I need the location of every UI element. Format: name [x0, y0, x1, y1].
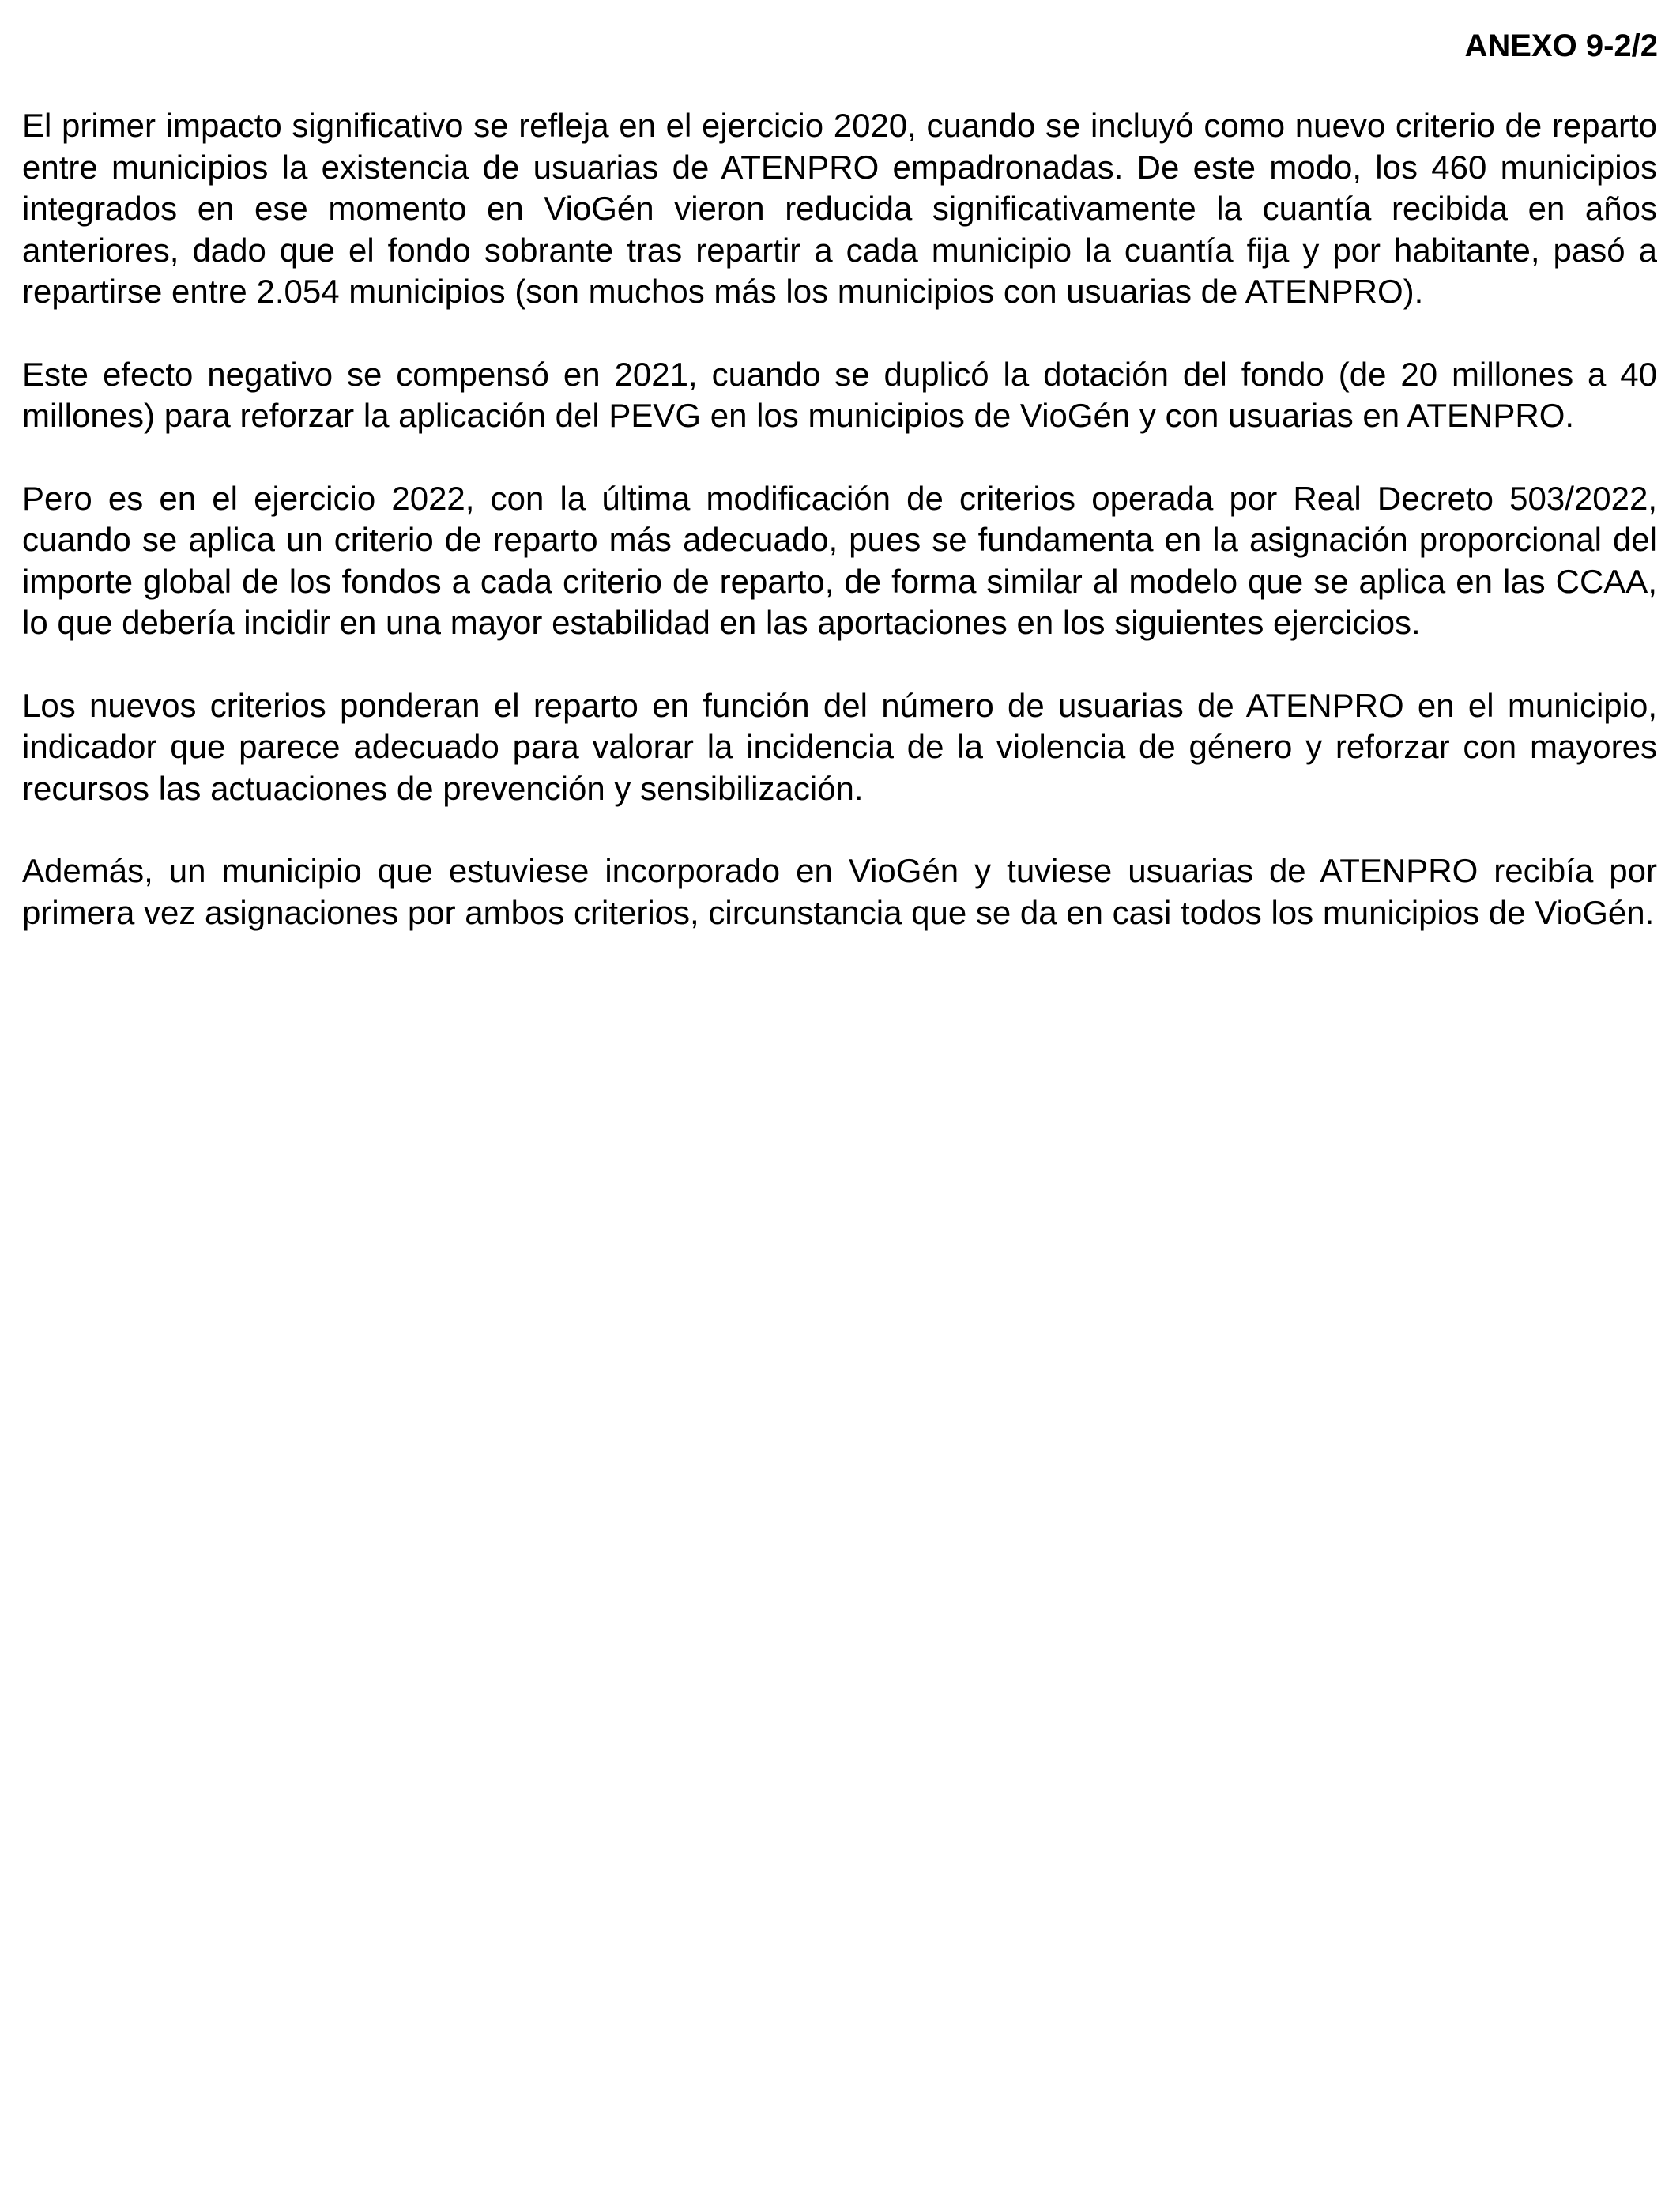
paragraph-compensation-2021: Este efecto negativo se compensó en 2021, cuando se duplicó la dotación del fondo (de 20 millones a 40 millones) para reforzar la aplicación del PEVG en los municipios de VioGén y con usuarias en ATENPRO.	[22, 355, 1657, 434]
paragraph-impact-2020: El primer impacto significativo se refleja en el ejercicio 2020, cuando se incluyó como nuevo criterio de reparto entre municipios la existencia de usuarias de ATENPRO empadronadas. De este modo, los 460 municipios integrados en ese momento en VioGén vieron reducida significativamente la cuantía recibida en años anteriores, dado que el fondo sobrante tras repartir a cada municipio la cuantía fija y por habitante, pasó a repartirse entre 2.054 municipios (son muchos más los municipios con usuarias de ATENPRO).	[22, 107, 1657, 310]
paragraph-criteria-2022: Pero es en el ejercicio 2022, con la última modificación de criterios operada por Real Decreto 503/2022, cuando se aplica un criterio de reparto más adecuado, pues se fundamenta en la asignación proporcional del importe global de los fondos a cada criterio de reparto, de forma similar al modelo que se aplica en las CCAA, lo que debería incidir en una mayor estabilidad en las aportaciones en los siguientes ejercicios.	[22, 479, 1657, 641]
document-body	[22, 105, 1657, 974]
paragraph-new-criteria: Los nuevos criterios ponderan el reparto en función del número de usuarias de ATENPRO en el municipio, indicador que parece adecuado para valorar la incidencia de la violencia de género y reforzar con mayores recursos las actuaciones de prevención y sensibilización.	[22, 686, 1657, 807]
annex-label: ANEXO 9-2/2	[1464, 28, 1658, 63]
paragraph-both-criteria: Además, un municipio que estuviese incorporado en VioGén y tuviese usuarias de ATENPRO recibía por primera vez asignaciones por ambos criterios, circunstancia que se da en casi todos los municipios de VioGén.	[22, 852, 1657, 931]
